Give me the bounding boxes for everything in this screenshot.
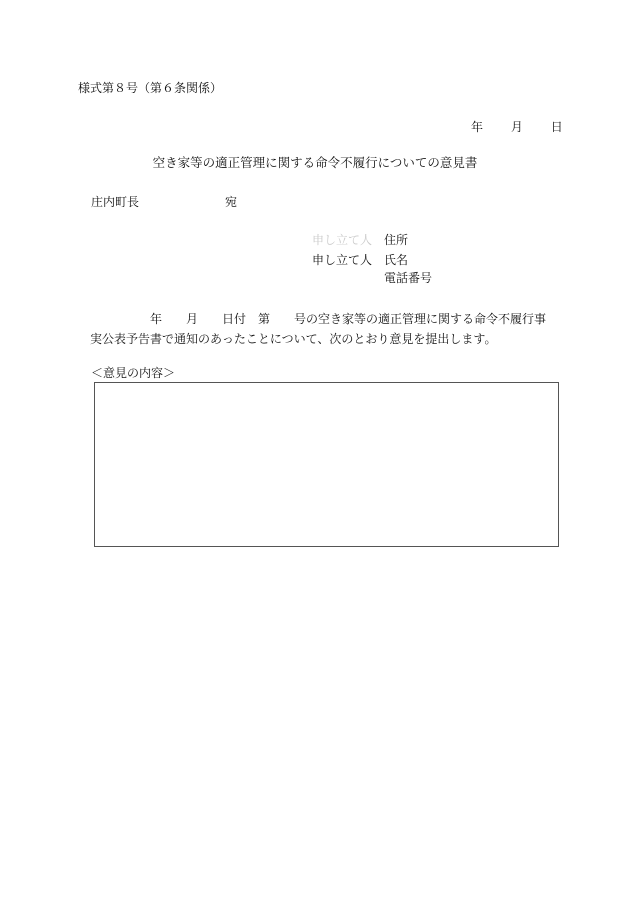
opinion-section-label: ＜意見の内容＞	[91, 366, 176, 380]
date-day: 日	[550, 120, 563, 134]
document-title: 空き家等の適正管理に関する命令不履行についての意見書	[152, 155, 478, 170]
body-paragraph	[90, 309, 570, 349]
applicant-label-faded: 申し立て人	[312, 233, 373, 247]
body-line-2: 実公表予告書で通知のあったことについて、次のとおり意見を提出します。	[90, 332, 497, 346]
date-month: 月	[510, 120, 523, 134]
addressee-name: 庄内町長	[91, 195, 140, 209]
date-year: 年	[471, 120, 484, 134]
opinion-content-box	[94, 382, 559, 547]
date-line	[471, 121, 563, 133]
addressee	[91, 195, 238, 209]
applicant-name-field: 氏名	[384, 253, 409, 267]
form-number: 様式第８号（第６条関係）	[78, 81, 223, 95]
applicant-phone-field: 電話番号	[384, 271, 433, 285]
body-line-1: 年 月 日付 第 号の空き家等の適正管理に関する命令不履行事	[150, 312, 547, 326]
applicant-address-field: 住所	[384, 233, 409, 247]
addressee-suffix: 宛	[225, 195, 238, 209]
applicant-label: 申し立て人	[312, 253, 373, 267]
